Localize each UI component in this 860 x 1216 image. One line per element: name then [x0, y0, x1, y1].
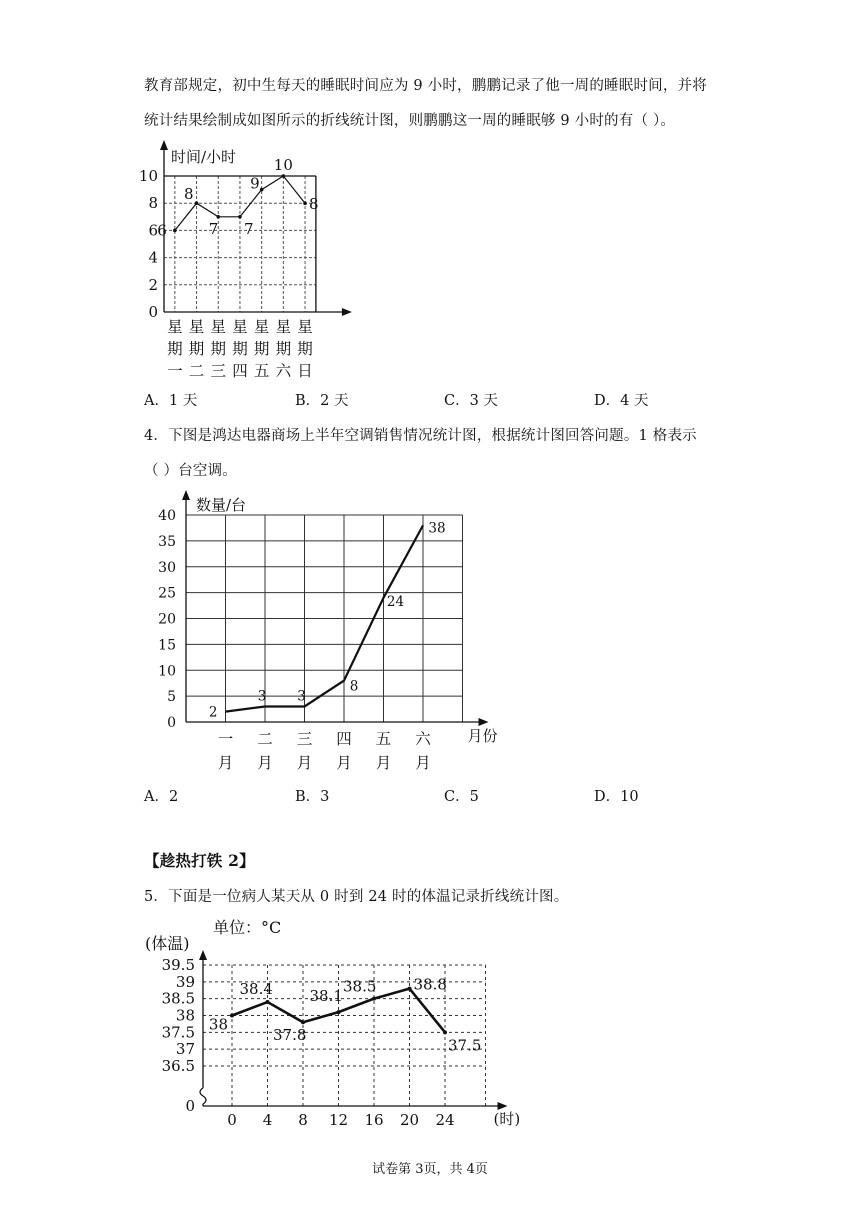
x-tick-label: 六: [275, 362, 292, 380]
x-tick-label: 三: [296, 730, 313, 748]
data-point: [337, 1010, 341, 1014]
x-tick-label: 一: [217, 730, 234, 748]
data-label: 8: [349, 678, 359, 695]
y-tick-label: 38.5: [161, 989, 195, 1008]
q4-option-d: D．10: [594, 789, 639, 805]
section-title: 【趁热打铁 2】: [144, 851, 255, 870]
y-axis-arrow: [199, 950, 207, 960]
data-label: 38: [428, 520, 446, 537]
x-tick-label: 月: [415, 754, 431, 772]
q3-text-line2: 统计结果绘制成如图所示的折线统计图，则鹏鹏这一周的睡眠够 9 小时的有（ ）。: [144, 113, 676, 129]
y-axis-title: (体温): [145, 934, 190, 953]
x-tick-label: 四: [232, 362, 248, 380]
y-tick-label: 2: [148, 275, 158, 294]
x-tick-label: 期: [210, 340, 227, 358]
data-label: 3: [297, 688, 306, 705]
data-label: 8: [184, 185, 194, 204]
q4-option-c: C．5: [444, 789, 479, 805]
data-point: [301, 1020, 305, 1024]
data-point: [408, 987, 412, 991]
x-tick-label: 六: [415, 730, 431, 748]
y-axis-arrow: [182, 490, 190, 500]
x-tick-label: 期: [275, 340, 292, 358]
data-point: [282, 174, 286, 178]
data-point: [230, 1014, 234, 1018]
x-tick-label: 日: [297, 362, 313, 380]
x-axis-arrow: [479, 718, 489, 726]
x-tick-label: 期: [167, 340, 183, 358]
y-tick-label: 4: [148, 248, 158, 267]
q4-text-line2: （ ）台空调。: [144, 463, 238, 479]
x-axis-title: (时): [493, 1110, 521, 1128]
x-tick-label: 五: [375, 730, 392, 748]
data-label: 38.4: [239, 980, 273, 999]
data-point: [195, 201, 199, 205]
y-tick-label: 39.5: [161, 956, 195, 974]
x-tick-label: 20: [399, 1111, 420, 1129]
q3-option-a: A．1 天: [144, 393, 198, 409]
x-tick-label: 月: [336, 754, 352, 772]
y-axis-title: 时间/小时: [171, 148, 237, 166]
data-label: 7: [208, 219, 219, 238]
data-label: 8: [309, 195, 319, 214]
y-tick-label: 20: [158, 611, 176, 628]
y-tick-label: 0: [148, 303, 158, 321]
x-tick-label: 期: [188, 340, 205, 358]
x-tick-label: 二: [188, 362, 205, 380]
y-tick-label: 10: [158, 663, 176, 680]
x-tick-label: 月: [217, 754, 234, 772]
q5-text-line1: 5．下面是一位病人某天从 0 时到 24 时的体温记录折线统计图。: [144, 889, 569, 905]
y-tick-label: 36.5: [161, 1057, 195, 1075]
data-label: 37.5: [448, 1036, 482, 1055]
q4-option-a: A．2: [144, 789, 179, 805]
x-tick-label: 16: [364, 1111, 384, 1129]
x-tick-label: 星: [167, 318, 183, 336]
x-tick-label: 月: [296, 754, 313, 772]
aircon-sales-line-chart: [150, 488, 510, 778]
y-tick-label: 10: [138, 167, 158, 185]
x-tick-label: 三: [210, 362, 227, 380]
x-tick-label: 五: [253, 362, 270, 380]
x-tick-label: 期: [297, 340, 313, 358]
y-tick-label: 15: [158, 637, 176, 654]
data-label: 38.1: [309, 987, 343, 1006]
y-tick-label: 25: [158, 585, 176, 602]
data-label: 6: [157, 221, 167, 240]
data-point: [216, 215, 220, 219]
data-point: [372, 997, 376, 1001]
unit-label: 单位：°C: [213, 918, 282, 937]
y-tick-label: 6: [148, 221, 158, 240]
sleep-line-chart: [138, 140, 370, 380]
x-tick-label: 星: [253, 318, 270, 336]
y-tick-label: 5: [167, 689, 176, 706]
data-point: [443, 1030, 447, 1034]
x-axis-title: 月份: [467, 727, 498, 745]
data-label: 24: [386, 593, 405, 610]
data-label: 10: [273, 156, 293, 174]
data-label: 2: [208, 704, 218, 721]
data-point: [266, 1000, 270, 1004]
data-label: 7: [243, 219, 254, 238]
data-label: 9: [250, 174, 260, 193]
x-tick-label: 星: [275, 318, 292, 336]
x-tick-label: 12: [328, 1111, 349, 1129]
y-tick-label: 35: [158, 533, 176, 550]
q3-text-line1: 教育部规定，初中生每天的睡眠时间应为 9 小时，鹏鹏记录了他一周的睡眠时间，并将: [144, 78, 707, 94]
x-axis-arrow: [498, 1102, 508, 1110]
page-footer: 试卷第 3页，共 4页: [372, 1162, 488, 1177]
x-tick-label: 月: [375, 754, 392, 772]
y-tick-label: 0: [185, 1097, 195, 1115]
q4-option-b: B．3: [295, 789, 330, 805]
q4-text-line1: 4．下图是鸿达电器商场上半年空调销售情况统计图，根据统计图回答问题。1 格表示: [144, 428, 697, 444]
x-tick-label: 四: [336, 730, 352, 748]
x-tick-label: 0: [227, 1111, 237, 1129]
x-axis-arrow: [342, 308, 352, 316]
data-point: [260, 188, 264, 192]
x-tick-label: 星: [232, 318, 248, 336]
x-tick-label: 星: [188, 318, 205, 336]
data-label: 38.8: [413, 975, 447, 994]
axis-break: [200, 1088, 206, 1104]
data-point: [238, 215, 242, 219]
x-tick-label: 4: [262, 1111, 273, 1129]
y-tick-label: 39: [175, 972, 195, 991]
x-tick-label: 期: [232, 340, 248, 358]
q3-option-c: C．3 天: [444, 393, 498, 409]
data-label: 37.8: [273, 1026, 307, 1045]
x-tick-label: 二: [257, 730, 273, 748]
y-axis-arrow: [160, 140, 168, 150]
x-tick-label: 星: [210, 318, 227, 336]
x-tick-label: 一: [167, 362, 183, 380]
x-tick-label: 期: [253, 340, 270, 358]
y-tick-label: 8: [148, 194, 158, 213]
q3-option-b: B．2 天: [295, 393, 349, 409]
x-tick-label: 8: [298, 1111, 308, 1129]
x-tick-label: 24: [435, 1111, 455, 1129]
data-point: [303, 201, 307, 205]
data-label: 38: [208, 1015, 228, 1034]
y-tick-label: 40: [158, 508, 176, 524]
y-tick-label: 30: [158, 559, 176, 576]
temperature-line-chart: [140, 910, 540, 1135]
y-tick-label: 37: [175, 1040, 195, 1059]
data-label: 3: [257, 688, 267, 705]
q3-option-d: D．4 天: [594, 393, 649, 409]
y-axis-title: 数量/台: [196, 496, 247, 514]
data-point: [173, 229, 177, 233]
y-tick-label: 37.5: [161, 1023, 195, 1042]
y-tick-label: 0: [167, 715, 176, 731]
y-tick-label: 38: [175, 1006, 195, 1025]
data-label: 38.5: [343, 977, 377, 996]
x-tick-label: 星: [297, 318, 313, 336]
x-tick-label: 月: [257, 754, 273, 772]
